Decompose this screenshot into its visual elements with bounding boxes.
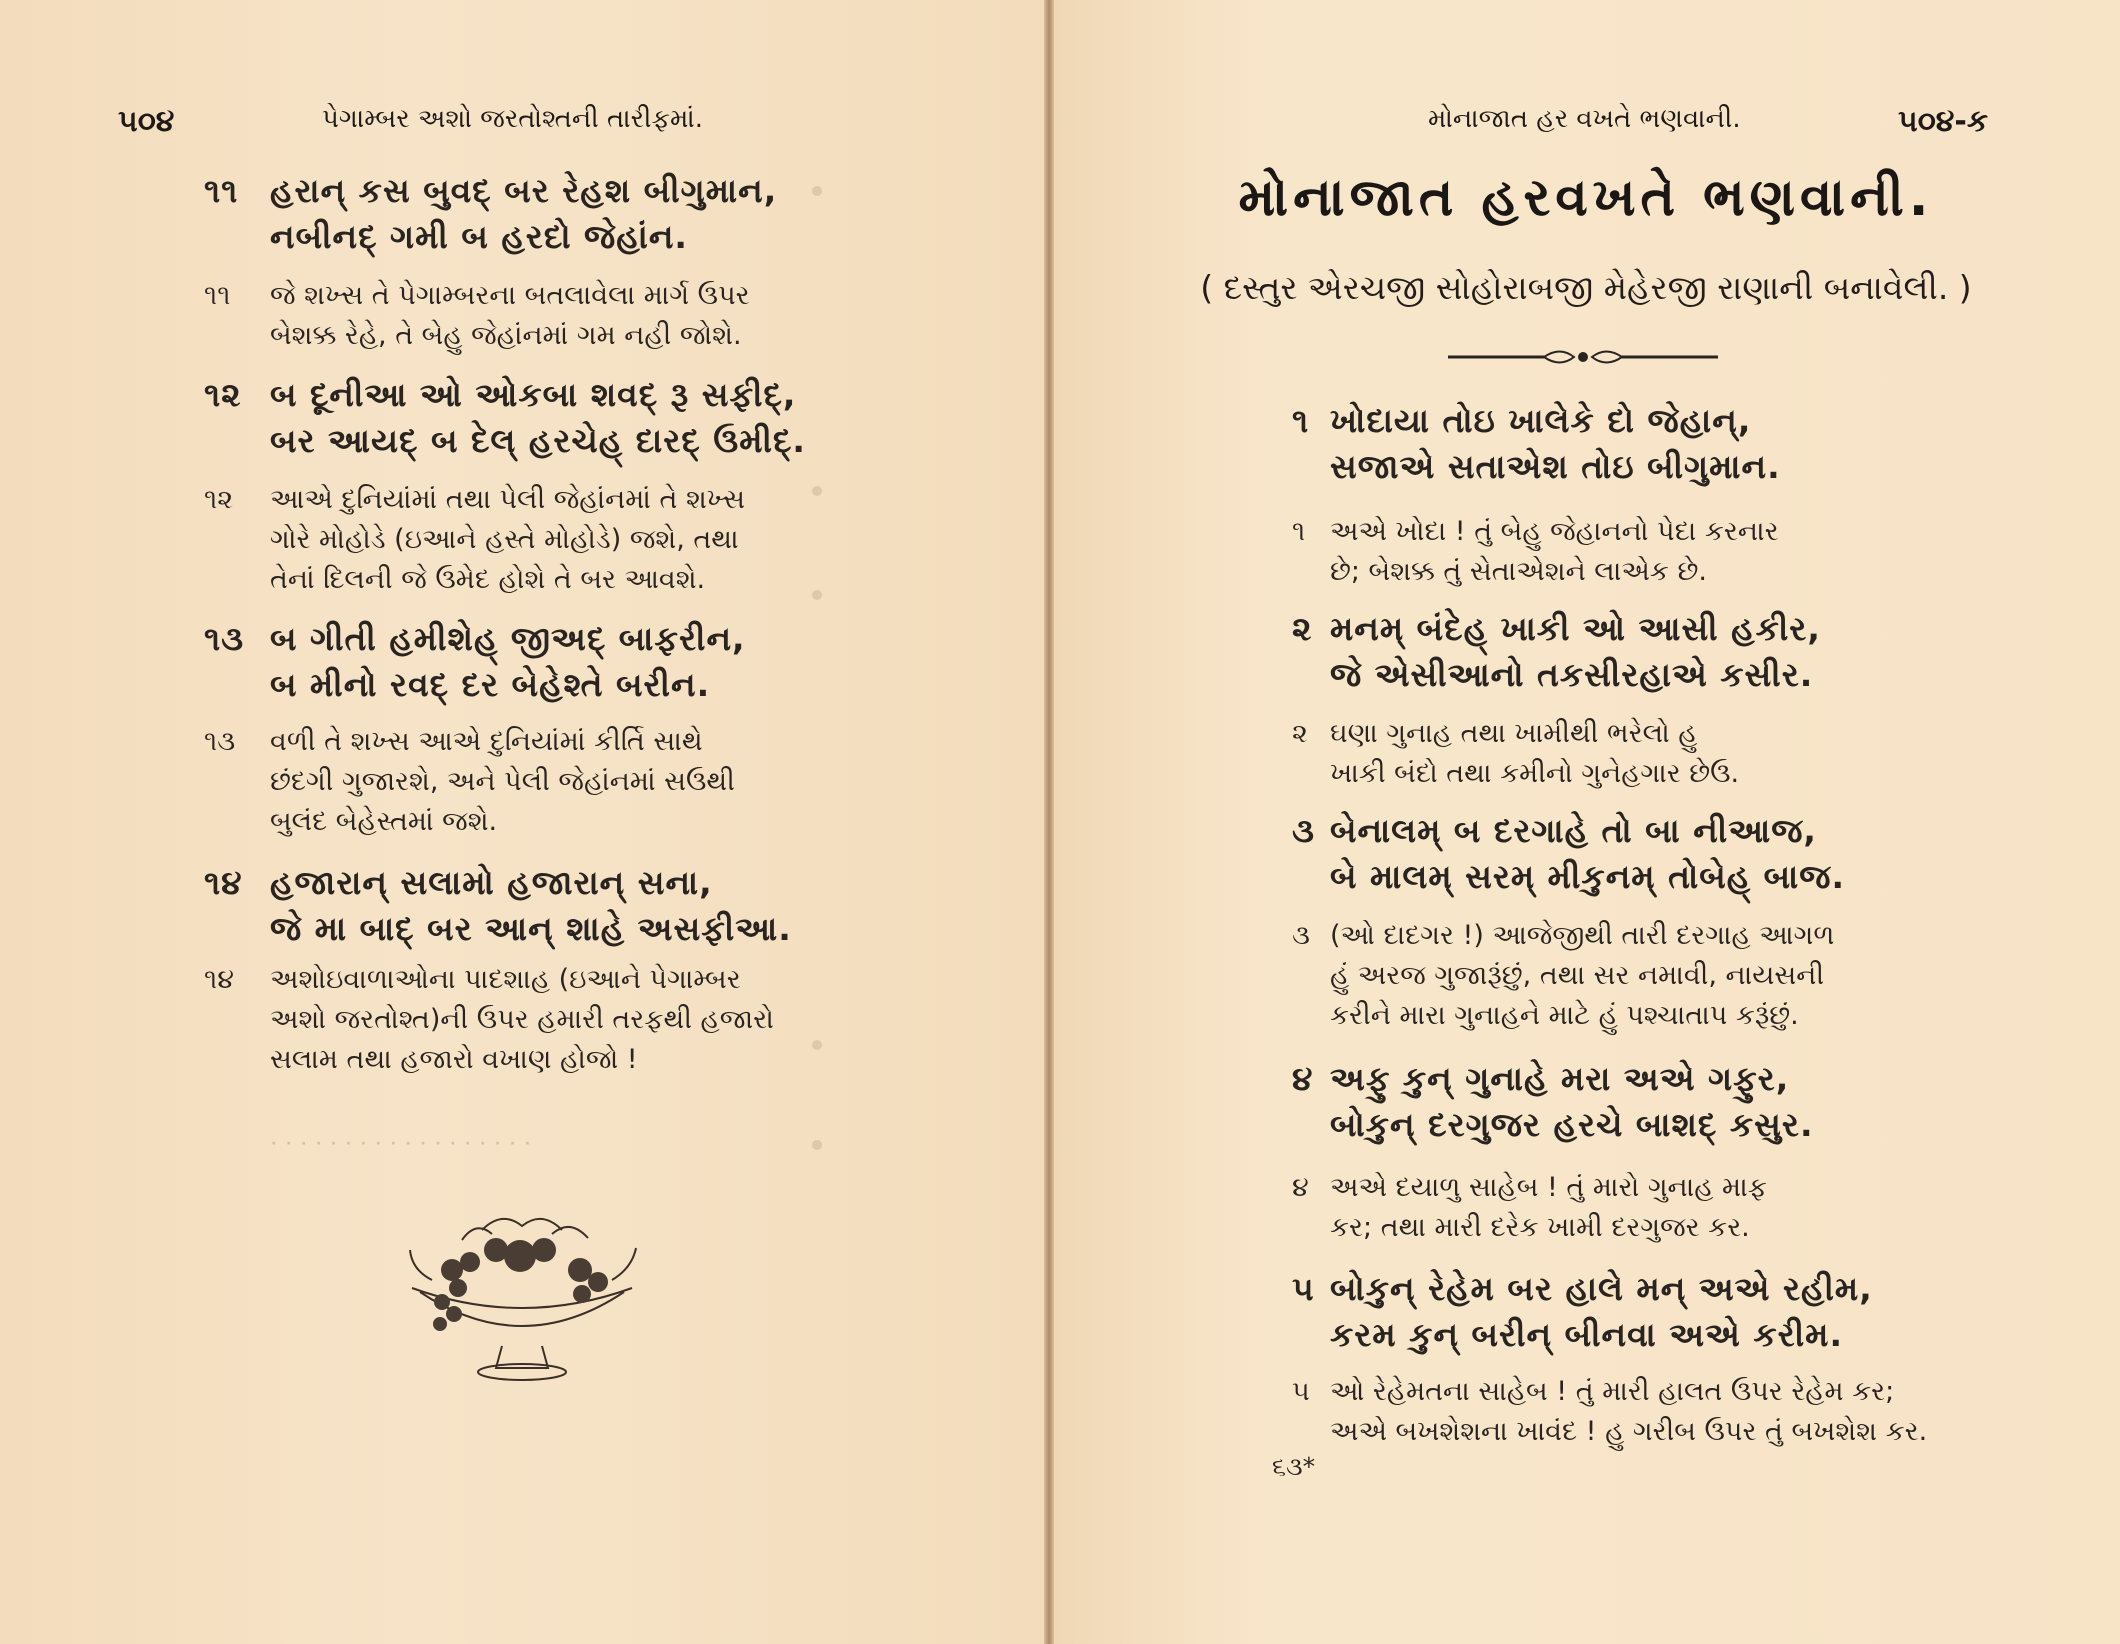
verse-text xyxy=(1330,1266,1873,1358)
verse-line: ખોદાયા તોઇ ખાલેકે દો જેહાન્, xyxy=(1330,401,1752,440)
verse-line: બે માલમ્ સરમ્ મીકુનમ્ તોબેહ્ બાજ. xyxy=(1330,857,1846,896)
verse-number: ૧ xyxy=(1292,401,1310,440)
verse-line: (ઓ દાદગર !) આજેજીથી તારી દરગાહ આગળ xyxy=(1330,920,1835,951)
verse-number: ૧૨ xyxy=(204,484,234,515)
verse-text xyxy=(270,616,746,708)
verse-line: કરમ કુન્ બરીન્ બીનવા અએ કરીમ. xyxy=(1330,1315,1843,1354)
ornament-divider-icon xyxy=(1448,344,1718,370)
verse-line: બોકુન્ દરગુજર હરચે બાશદ્ કસુર. xyxy=(1330,1105,1814,1144)
verse-number: ૫ xyxy=(1292,1269,1315,1308)
verse-line: કર; તથા મારી દરેક ખામી દરગુજર કર. xyxy=(1330,1212,1750,1243)
verse-text xyxy=(270,860,792,952)
left-running-head: પેગામ્બર અશો જરતોશ્તની તારીફમાં. xyxy=(322,104,704,134)
verse-text xyxy=(270,722,735,842)
verse-text xyxy=(1330,1168,1767,1248)
verse-number: ૩ xyxy=(1292,811,1315,850)
verse-line: વળી તે શખ્સ આએ દુનિયાંમાં કીર્તિ સાથે xyxy=(270,726,703,757)
verse-line: આએ દુનિયાંમાં તથા પેલી જેહાંનમાં તે શખ્સ xyxy=(270,484,746,515)
right-running-head: મોનાજાત હર વખતે ભણવાની. xyxy=(1428,104,1741,134)
verse-line: કરીને મારા ગુનાહને માટે હું પશ્ચાતાપ કરૂંછું. xyxy=(1330,1000,1799,1031)
bleed-through-text: ᐧ ᐧ ᐧ ᐧ ᐧ ᐧ ᐧ ᐧ ᐧ ᐧ ᐧ ᐧ ᐧ ᐧ ᐧ ᐧ ᐧ ᐧ xyxy=(270,1130,531,1160)
verse-number: ૧ xyxy=(1292,516,1306,547)
verse-line: છંદગી ગુજારશે, અને પેલી જેહાંનમાં સઉથી xyxy=(270,766,735,797)
verse-text xyxy=(1330,1372,1927,1452)
page-subtitle: ( દસ્તુર એરચજી સોહોરાબજી મેહેરજી રાણાની બનાવેલી. ) xyxy=(1200,268,1972,307)
verse-text xyxy=(1330,714,1739,794)
verse-text xyxy=(1330,606,1821,698)
verse-line: ગોરે મોહોડે (ઇઆને હસ્તે મોહોડે) જશે, તથા xyxy=(270,524,739,555)
fruit-bowl-illustration xyxy=(392,1210,652,1390)
verse-number: ૧૩ xyxy=(204,619,245,658)
verse-line: બુલંદ બેહેસ્તમાં જશે. xyxy=(270,806,498,837)
verse-text xyxy=(270,372,806,464)
margin-speck xyxy=(812,486,822,496)
verse-line: જે શખ્સ તે પેગામ્બરના બતલાવેલા માર્ગ ઉપર xyxy=(270,280,750,311)
verse-text xyxy=(1330,916,1834,1036)
right-page-number: ૫૦૪-ક xyxy=(1898,104,1989,139)
verse-text xyxy=(1330,1056,1814,1148)
verse-number: ૫ xyxy=(1292,1376,1310,1407)
page-title: મોનાજાત હરવખતે ભણવાની. xyxy=(1238,168,1934,228)
margin-speck xyxy=(812,186,822,196)
verse-line: ઓ રેહેમતના સાહેબ ! તું મારી હાલત ઉપર રેહેમ કર; xyxy=(1330,1376,1895,1407)
verse-line: અશો જરતોશ્ત)ની ઉપર હમારી તરફથી હજારો xyxy=(270,1004,774,1035)
verse-line: અએ બખશેશના ખાવંદ ! હુ ગરીબ ઉપર તું બખશેશ કર. xyxy=(1330,1416,1928,1447)
verse-line: અશોઇવાળાઓના પાદશાહ (ઇઆને પેગામ્બર xyxy=(270,964,741,995)
verse-line: મનમ્ બંદેહ્ ખાકી ઓ આસી હકીર, xyxy=(1330,609,1821,648)
verse-line: નબીનદ્ ગમી બ હરદો જેહાંન. xyxy=(270,217,688,256)
verse-line: અફુ કુન્ ગુનાહે મરા અએ ગફુર, xyxy=(1330,1059,1790,1098)
verse-line: સલામ તથા હજારો વખાણ હોજો ! xyxy=(270,1044,638,1075)
verse-text xyxy=(270,276,750,356)
verse-line: હું અરજ ગુજારૂંછું, તથા સર નમાવી, નાયસની xyxy=(1330,960,1825,991)
verse-line: છે; બેશક્ક તું સેતાએશને લાએક છે. xyxy=(1330,556,1707,587)
verse-line: જે એસીઆનો તકસીરહાએ કસીર. xyxy=(1330,655,1814,694)
verse-number: ૪ xyxy=(1292,1172,1309,1203)
verse-text xyxy=(1330,512,1779,592)
verse-number: ૧૩ xyxy=(204,726,236,757)
verse-line: બ મીનો રવદ્ દર બેહેશ્તે બરીન. xyxy=(270,665,711,704)
verse-line: જે મા બાદ્ બર આન્ શાહે અસફીઆ. xyxy=(270,909,792,948)
verse-number: ૪ xyxy=(1292,1059,1314,1098)
verse-line: બ દૂનીઆ ઓ ઓકબા શવદ્ રૂ સફીદ્, xyxy=(270,375,797,414)
verse-line: બ ગીતી હમીશેહ્ જીઅદ્ બાફરીન, xyxy=(270,619,746,658)
verse-line: હરાન્ કસ બુવદ્ બર રેહશ બીગુમાન, xyxy=(270,171,778,210)
verse-line: તેનાં દિલની જે ઉમેદ હોશે તે બર આવશે. xyxy=(270,564,706,595)
verse-text xyxy=(1330,398,1781,490)
verse-number: ૨ xyxy=(1292,609,1313,648)
verse-number: ૨ xyxy=(1292,718,1308,749)
verse-text xyxy=(270,168,777,260)
margin-speck xyxy=(812,1140,822,1150)
verse-number: ૧૪ xyxy=(204,863,243,902)
verse-text xyxy=(270,480,745,600)
verse-line: બોકુન્ રેહેમ બર હાલે મન્ અએ રહીમ, xyxy=(1330,1269,1873,1308)
verse-line: અએ ખોદા ! તું બેહુ જેહાનનો પેદા કરનાર xyxy=(1330,516,1779,547)
margin-speck xyxy=(812,590,822,600)
verse-line: બર આયદ્ બ દેલ્ હરચેહ્ દારદ્ ઉમીદ્. xyxy=(270,421,806,460)
left-page-number: ૫૦૪ xyxy=(118,104,175,139)
verse-text xyxy=(1330,808,1845,900)
book-gutter xyxy=(1044,0,1054,1644)
verse-line: ખાકી બંદો તથા કમીનો ગુનેહગાર છેઉ. xyxy=(1330,758,1740,789)
verse-number: ૧૨ xyxy=(204,375,242,414)
verse-line: બેનાલમ્ બ દરગાહે તો બા નીઆજ, xyxy=(1330,811,1817,850)
verse-line: હજારાન્ સલામો હજારાન્ સના, xyxy=(270,863,713,902)
verse-number: ૧૧ xyxy=(204,171,239,210)
verse-text xyxy=(270,960,774,1080)
verse-line: અએ દયાળુ સાહેબ ! તું મારો ગુનાહ માફ xyxy=(1330,1172,1767,1203)
verse-number: ૩ xyxy=(1292,920,1310,951)
verse-line: બેશક્ક રેહે, તે બેહુ જેહાંનમાં ગમ નહી જોશે. xyxy=(270,320,742,351)
verse-line: ઘણા ગુનાહ તથા ખામીથી ભરેલો હુ xyxy=(1330,718,1698,749)
verse-number: ૧૪ xyxy=(204,964,234,995)
verse-line: સજાએ સતાએશ તોઇ બીગુમાન. xyxy=(1330,447,1781,486)
margin-speck xyxy=(812,1040,822,1050)
verse-number: ૧૧ xyxy=(204,280,231,311)
footer-signature-mark: ૬૩* xyxy=(1272,1452,1316,1481)
